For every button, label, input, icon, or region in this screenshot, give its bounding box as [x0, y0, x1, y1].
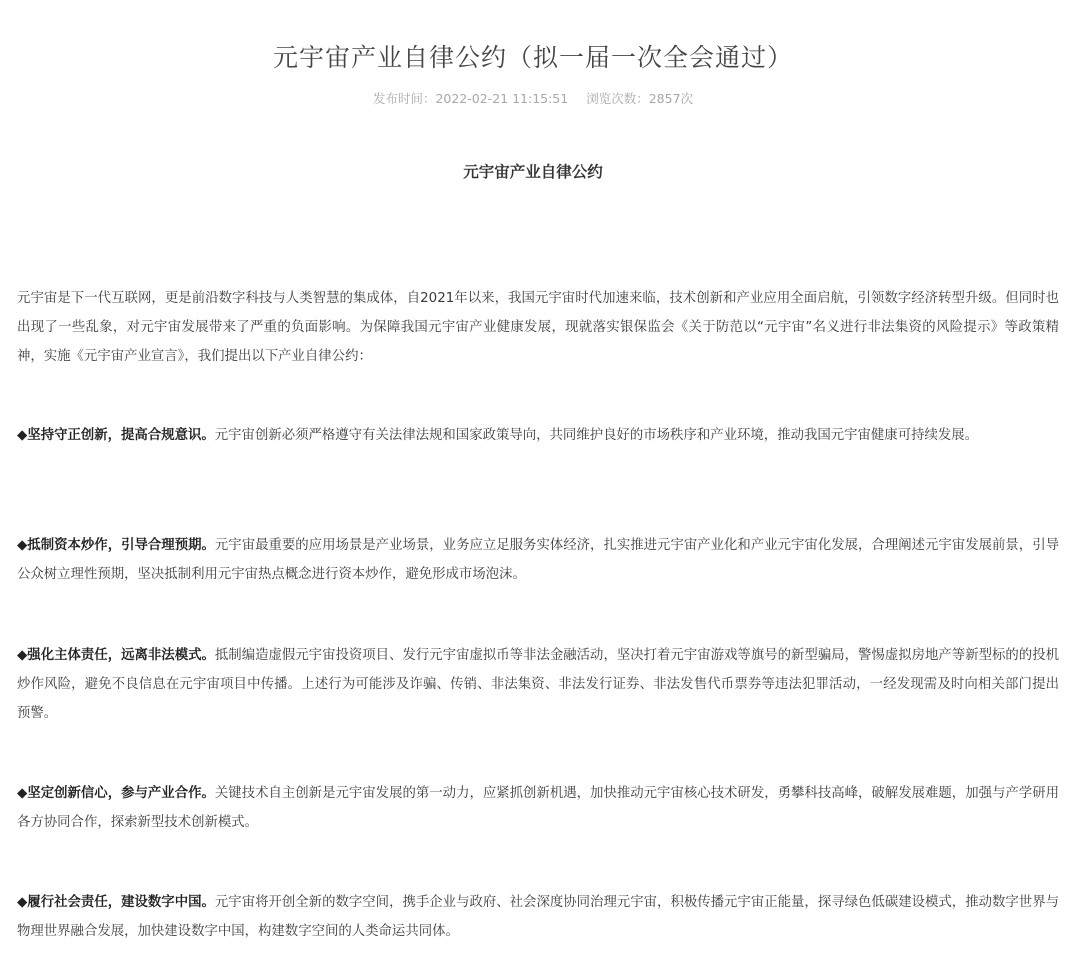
view-count: 浏览次数：2857次 [586, 91, 694, 106]
publish-time: 发布时间：2022-02-21 11:15:51 [372, 91, 569, 106]
clause-heading-3: ◆强化主体责任，远离非法模式。 [17, 648, 215, 663]
article-meta [0, 89, 1066, 109]
clause-heading-5: ◆履行社会责任，建设数字中国。 [17, 895, 215, 910]
clause-heading-2: ◆抵制资本炒作，引导合理预期。 [17, 538, 215, 553]
clause-body-3: 抵制编造虚假元宇宙投资项目、发行元宇宙虚拟币等非法金融活动，坚决打着元宇宙游戏等旗号的新型骗局，警惕虚拟房地产等新型标的的投机炒作风险，避免不良信息在元宇宙项目中传播。上述行为可能涉及诈骗、传销、非法集资、非法发行证券、非法发售代币票券等违法犯罪活动，一经发现需及时向相关部门提出预警。 [17, 648, 1059, 721]
clause-paragraph-3 [17, 641, 1059, 728]
clause-body-4: 关键技术自主创新是元宇宙发展的第一动力，应紧抓创新机遇，加快推动元宇宙核心技术研发，勇攀科技高峰，破解发展难题，加强与产学研用各方协同合作，探索新型技术创新模式。 [17, 786, 1059, 830]
clause-heading-1: ◆坚持守正创新，提高合规意识。 [17, 428, 215, 443]
clause-paragraph-1 [17, 421, 1059, 450]
article-subtitle: 元宇宙产业自律公约 [463, 163, 603, 181]
clause-body-5: 元宇宙将开创全新的数字空间，携手企业与政府、社会深度协同治理元宇宙，积极传播元宇宙正能量，探寻绿色低碳建设模式，推动数字世界与物理世界融合发展，加快建设数字中国，构建数字空间的人类命运共同体。 [17, 895, 1059, 939]
article-title: 元宇宙产业自律公约（拟一届一次全会通过） [272, 43, 793, 72]
clause-paragraph-2 [17, 531, 1059, 589]
clause-heading-4: ◆坚定创新信心，参与产业合作。 [17, 786, 215, 801]
clause-body-1: 元宇宙创新必须严格遵守有关法律法规和国家政策导向，共同维护良好的市场秩序和产业环境，推动我国元宇宙健康可持续发展。 [214, 428, 979, 443]
clause-body-2: 元宇宙最重要的应用场景是产业场景，业务应立足服务实体经济，扎实推进元宇宙产业化和产业元宇宙化发展，合理阐述元宇宙发展前景，引导公众树立理性预期，坚决抵制利用元宇宙热点概念进行资本炒作，避免形成市场泡沫。 [17, 538, 1059, 582]
intro-paragraph: 元宇宙是下一代互联网，更是前沿数字科技与人类智慧的集成体，自2021年以来，我国元宇宙时代加速来临，技术创新和产业应用全面启航，引领数字经济转型升级。但同时也出现了一些乱象，对元宇宙发展带来了严重的负面影响。为保障我国元宇宙产业健康发展，现就落实银保监会《关于防范以“元宇宙”名义进行非法集资的风险提示》等政策精神，实施《元宇宙产业宣言》，我们提出以下产业自律公约： [17, 291, 1059, 364]
clause-paragraph-4 [17, 779, 1059, 837]
clause-paragraph-5 [17, 888, 1059, 946]
